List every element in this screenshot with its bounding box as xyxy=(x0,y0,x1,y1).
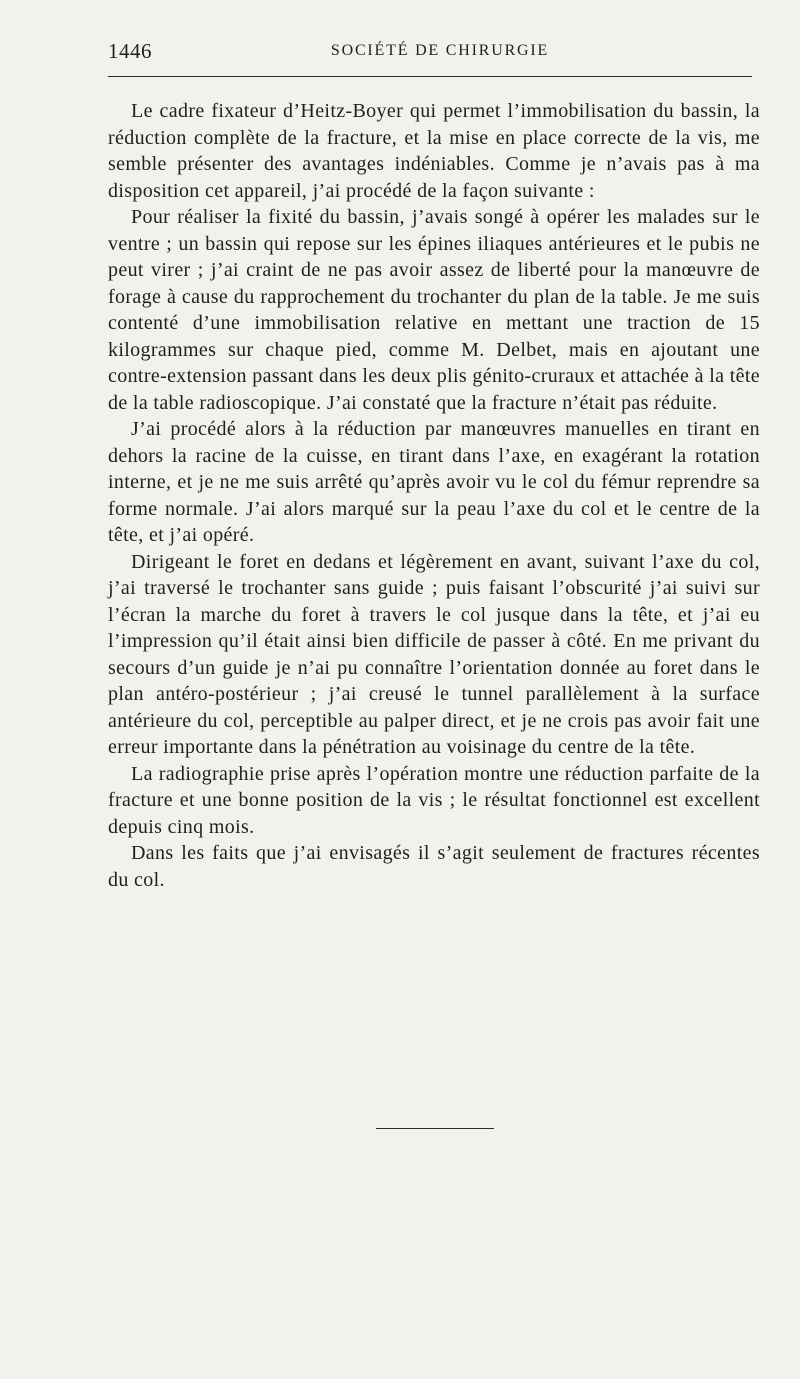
paragraph-2: Pour réaliser la fixité du bassin, j’avais songé à opérer les malades sur le ventre ; un bassin qui repose sur les épines iliaques antérieures et le pubis ne peut virer ; j’ai craint de ne pas avoir assez de liberté pour la manœuvre de forage à cause du rapprochement du trochanter du plan de la table. Je me suis contenté d’une immobilisation relative en mettant une traction de 15 kilogrammes sur chaque pied, comme M. Delbet, mais en ajoutant une contre-extension passant dans les deux plis génito-cruraux et attachée à la tête de la table radioscopique. J’ai constaté que la fracture n’était pas réduite. xyxy=(108,206,760,414)
header-rule xyxy=(108,76,752,77)
page-number: 1446 xyxy=(108,39,152,63)
paragraph-6: Dans les faits que j’ai envisagés il s’agit seulement de fractures récentes du col. xyxy=(108,842,760,891)
paragraph-5: La radiographie prise après l’opération montre une réduction parfaite de la fracture et une bonne position de la vis ; le résultat fonctionnel est excellent depuis cinq mois. xyxy=(108,762,760,838)
section-end-rule xyxy=(376,1128,494,1129)
paragraph-4: Dirigeant le foret en dedans et légèrement en avant, suivant l’axe du col, j’ai traversé le trochanter sans guide ; puis faisant l’obscurité j’ai suivi sur l’écran la marche du foret à travers le col jusque dans la tête, et j’ai eu l’impression qu’il était ainsi bien difficile de passer à côté. En me privant du secours d’un guide je n’ai pu connaître l’orientation donnée au foret dans le plan antéro-postérieur ; j’ai creusé le tunnel parallèlement à la surface antérieure du col, perceptible au palper direct, et je ne crois pas avoir fait une erreur importante dans la pénétration au voisinage du centre de la tête. xyxy=(108,550,760,758)
paragraph-3: J’ai procédé alors à la réduction par manœuvres manuelles en tirant en dehors la racine de la cuisse, en tirant dans l’axe, en exagérant la rotation interne, et je ne me suis arrêté qu’après avoir vu le col du fémur reprendre sa forme normale. J’ai alors marqué sur la peau l’axe du col et le centre de la tête, et j’ai opéré. xyxy=(108,418,760,546)
page-header xyxy=(108,38,760,64)
running-title: SOCIÉTÉ DE CHIRURGIE xyxy=(330,42,550,59)
paragraph-1: Le cadre fixateur d’Heitz-Boyer qui permet l’immobilisation du bassin, la réduction complète de la fracture, et la mise en place correcte de la vis, me semble présenter des avantages indéniables. Comme je n’avais pas à ma disposition cet appareil, j’ai procédé de la façon suivante : xyxy=(108,100,760,202)
body-text xyxy=(108,98,760,893)
